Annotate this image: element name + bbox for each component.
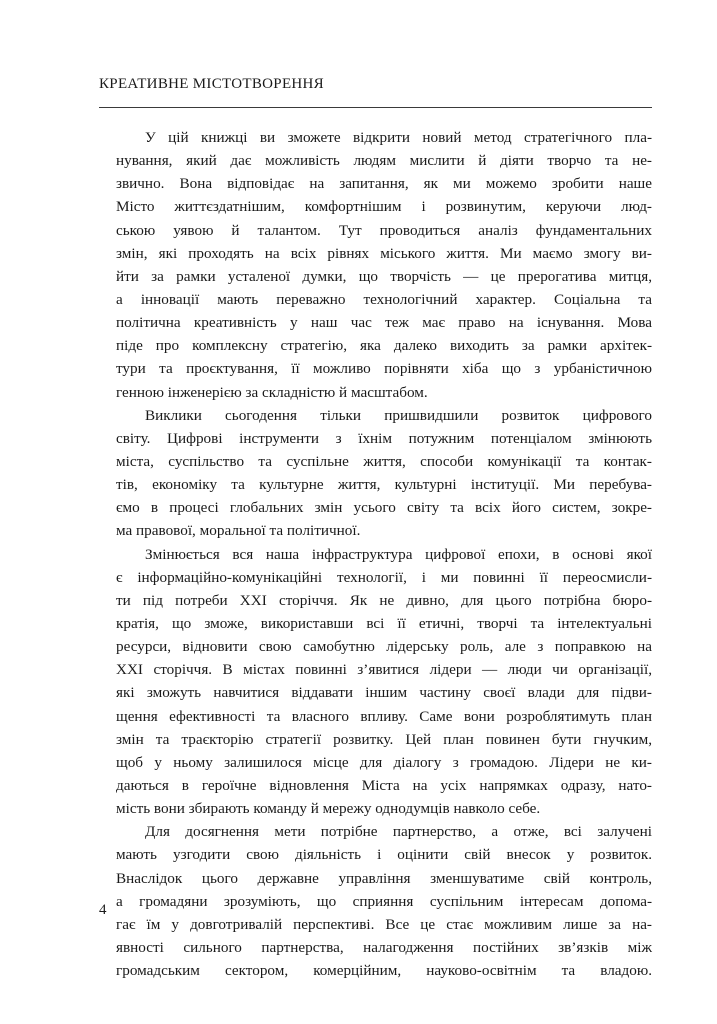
text-line: щоб у ньому залишилося місце для діалогу з громадою. Лідери не ки- [116,753,652,771]
text-line: Для досягнення мети потрібне партнерство, а отже, всі залучені [145,823,652,841]
text-line: тури та проєктування, її можливо порівняти хіба що з урбаністичною [116,360,652,378]
text-line: кратія, що зможе, використавши всі її етичні, творчі та інтелектуальні [116,614,652,632]
text-line: Виклики сьогодення тільки пришвидшили розвиток цифрового [145,406,652,424]
text-line: які зможуть навчитися віддавати іншим частину своєї влади для підви- [116,684,652,702]
body-text [116,126,652,982]
text-line: світу. Цифрові інструменти з їхнім потужним потенціалом змінюють [116,429,652,447]
text-line: явності сильного партнерства, налагодження постійних зв’язків між [116,938,652,956]
text-line: змін, які проходять на всіх рівнях міського життя. Ми маємо змогу ви- [116,244,652,262]
text-line: генною інженерією за складністю й масштабом. [116,383,428,401]
text-line: нування, який дає можливість людям мислити й діяти творчо та не- [116,152,652,170]
text-line: громадським сектором, комерційним, науково-освітнім та владою. [116,962,652,980]
text-line: змін та траєкторію стратегії розвитку. Цей план повинен бути гнучким, [116,730,652,748]
text-line: а громадяни зрозуміють, що сприяння суспільним інтересам допома- [116,892,652,910]
text-line: звично. Вона відповідає на запитання, як ми можемо зробити наше [116,175,652,193]
text-line: міста, суспільство та суспільне життя, способи комунікації та контак- [116,452,652,470]
text-line: щення ефективності та власного впливу. Саме вони розроблятимуть план [116,707,652,725]
text-line: Місто життєздатнішим, комфортнішим і розвинутим, керуючи люд- [116,198,652,216]
text-line: мість вони збирають команду й мережу однодумців навколо себе. [116,800,541,818]
text-line: піде про комплексну стратегію, яка далеко виходить за рамки архітек- [116,337,652,355]
text-line: а інновації мають переважно технологічний характер. Соціальна та [116,290,652,308]
text-line: даються в героїчне відновлення Міста на усіх напрямках одразу, нато- [116,776,652,794]
page-number: 4 [99,902,107,918]
text-line: Змінюється вся наша інфраструктура цифрової епохи, в основі якої [145,545,652,563]
text-line: ською уявою й талантом. Тут проводиться аналіз фундаментальних [116,221,652,239]
running-head: КРЕАТИВНЕ МІСТОТВОРЕННЯ [99,76,324,92]
header-rule [99,107,652,108]
text-line: йти за рамки усталеної думки, що творчість — це прерогатива митця, [116,267,652,285]
text-line: ти під потреби XXI сторіччя. Як не дивно, для цього потрібна бюро- [116,591,652,609]
text-line: ємо в процесі глобальних змін усього світу та всіх його систем, зокре- [116,499,652,517]
text-line: У цій книжці ви зможете відкрити новий метод стратегічного пла- [145,129,652,146]
text-line: тів, економіку та культурне життя, культурні інституції. Ми перебува- [116,476,652,494]
text-line: ресурси, відновити свою самобутню лідерську роль, але з поправкою на [116,638,652,656]
text-line: політична креативність у наш час теж має право на існування. Мова [116,314,652,332]
text-line: ма правової, моральної та політичної. [116,522,361,540]
text-line: XXI сторіччя. В містах повинні з’явитися лідери — люди чи організації, [116,661,652,679]
text-line: є інформаційно-комунікаційні технології, і ми повинні її переосмисли- [116,568,652,586]
text-line: Внаслідок цього державне управління зменшуватиме свій контроль, [116,869,652,887]
text-line: гає їм у довготривалій перспективі. Все це стає можливим лише за на- [116,915,652,933]
text-line: мають узгодити свою діяльність і оцінити свій внесок у розвиток. [116,846,652,864]
